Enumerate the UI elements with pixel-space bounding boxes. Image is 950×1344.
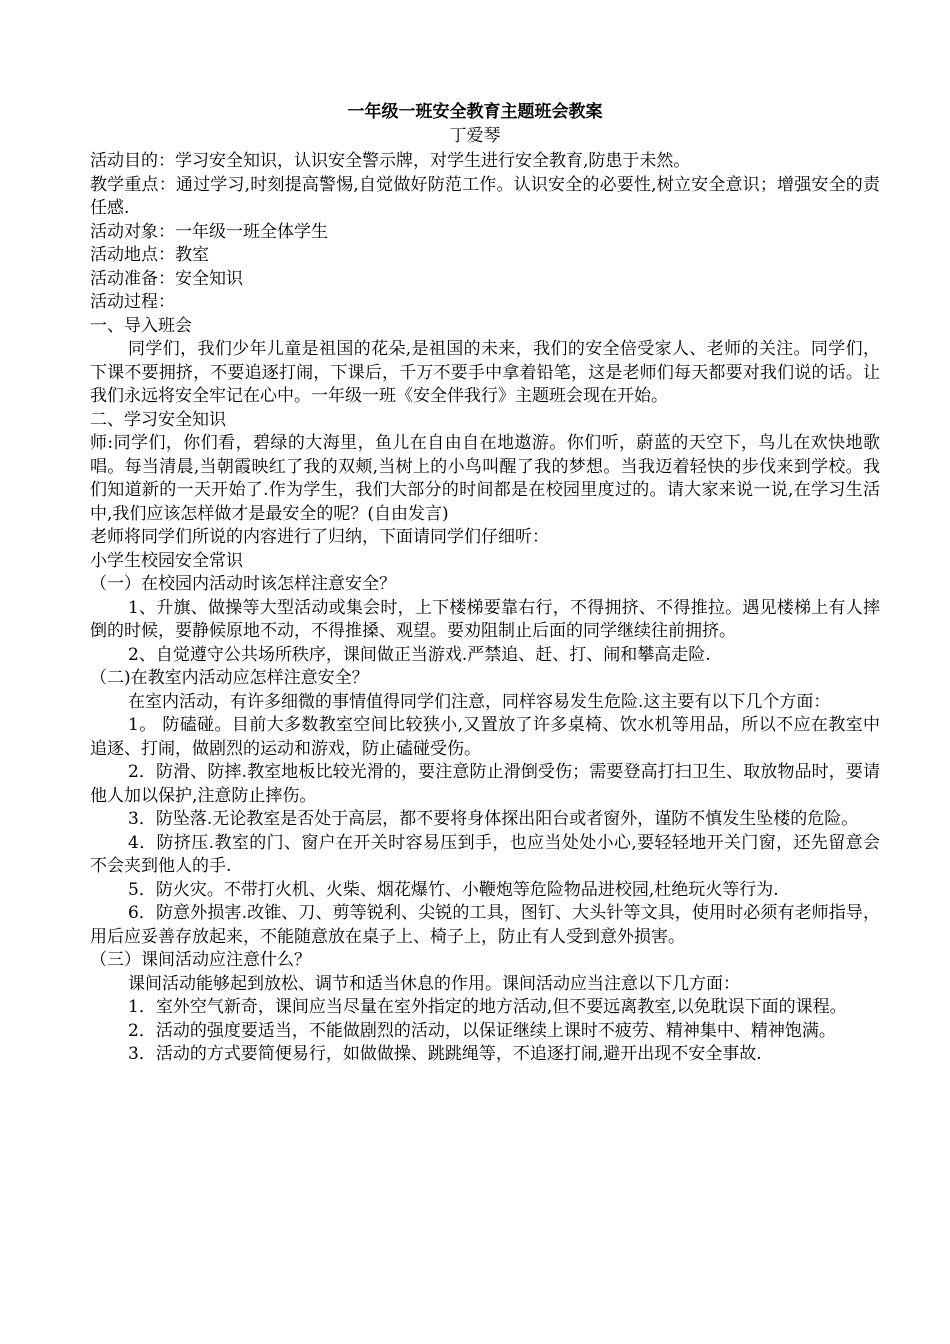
list-item-classroom-5: 5．防火灾。不带打火机、火柴、烟花爆竹、小鞭炮等危险物品进校园,杜绝玩火等行为. [128, 879, 779, 900]
list-item-classroom-2: 2．防滑、防摔.教室地板比较光滑的，要注意防止滑倒受伤；需要登高打扫卫生、取放物品时，要请他人加以保护,注意防止摔伤。 [90, 762, 880, 806]
paragraph-audience: 活动对象：一年级一班全体学生 [90, 221, 328, 242]
paragraph-key-points: 教学重点：通过学习,时刻提高警惕,自觉做好防范工作。认识安全的必要性,树立安全意识；增强安全的责任感. [90, 174, 880, 218]
subsection-heading-break: （三）课间活动应注意什么？ [90, 950, 311, 970]
paragraph-process: 活动过程： [90, 292, 175, 312]
paragraph-safety-title: 小学生校园安全常识 [90, 550, 243, 571]
list-item-campus-1: 1、升旗、做操等大型活动或集会时，上下楼梯要靠右行，不得拥挤、不得推拉。遇见楼梯上有人摔倒的时候，要静候原地不动，不得推搡、观望。要劝阻制止后面的同学继续往前拥挤。 [90, 597, 880, 641]
list-item-classroom-6: 6．防意外损害.改锥、刀、剪等锐利、尖锐的工具，图钉、大头针等文具，使用时必须有老师指导，用后应妥善存放起来，不能随意放在桌子上、椅子上，防止有人受到意外损害。 [90, 903, 880, 947]
subsection-heading-campus: （一）在校园内活动时该怎样注意安全？ [90, 574, 396, 594]
list-item-break-2: 2．活动的强度要适当，不能做剧烈的活动，以保证继续上课时不疲劳、精神集中、精神饱满。 [128, 1020, 836, 1041]
list-item-classroom-1: 1。 防磕碰。目前大多数教室空间比较狭小,又置放了许多桌椅、饮水机等用品，所以不应在教室中追逐、打闹，做剧烈的运动和游戏，防止磕碰受伤。 [90, 715, 880, 759]
section-heading-intro: 一、导入班会 [90, 315, 192, 336]
paragraph-break-intro: 课间活动能够起到放松、调节和适当休息的作用。课间活动应当注意以下几方面： [128, 973, 740, 994]
paragraph-intro-text: 同学们，我们少年儿童是祖国的花朵,是祖国的未来，我们的安全倍受家人、老师的关注。同学们，下课不要拥挤，不要追逐打闹，下课后，千万不要手中拿着铅笔，这是老师们每天都要对我们说的话。让我们永远将安全牢记在心中。一年级一班《安全伴我行》主题班会现在开始。 [90, 339, 880, 406]
paragraph-location: 活动地点：教室 [90, 245, 209, 265]
section-heading-learning: 二、学习安全知识 [90, 409, 226, 430]
list-item-break-1: 1．室外空气新奇，课间应当尽量在室外指定的地方活动,但不要远离教室,以免耽误下面的课程。 [128, 997, 847, 1017]
list-item-break-3: 3．活动的方式要简便易行，如做做操、跳跳绳等，不追逐打闹,避开出现不安全事故. [128, 1044, 762, 1064]
document-body [90, 150, 880, 1067]
document-author: 丁爱琴 [449, 126, 501, 146]
paragraph-purpose: 活动目的：学习安全知识，认识安全警示牌，对学生进行安全教育,防患于未然。 [90, 151, 691, 171]
paragraph-teacher-speech: 师:同学们，你们看，碧绿的大海里，鱼儿在自由自在地遨游。你们听，蔚蓝的天空下，鸟儿在欢快地歌唱。每当清晨,当朝霞映红了我的双颊,当树上的小鸟叫醒了我的梦想。当我迈着轻快的步伐来到学校。我们知道新的一天开始了.作为学生，我们大部分的时间都是在校园里度过的。请大家来说一说,在学习生活中,我们应该怎样做才是最安全的呢？(自由发言) [90, 433, 880, 524]
document-title: 一年级一班安全教育主题班会教案 [347, 102, 603, 122]
subsection-heading-classroom: （二)在教室内活动应怎样注意安全？ [90, 668, 369, 688]
paragraph-preparation: 活动准备：安全知识 [90, 268, 243, 289]
paragraph-classroom-intro: 在室内活动，有许多细微的事情值得同学们注意，同样容易发生危险.这主要有以下几个方面： [128, 691, 831, 712]
list-item-campus-2: 2、自觉遵守公共场所秩序，课间做正当游戏.严禁追、赶、打、闹和攀高走险. [128, 644, 711, 665]
paragraph-summary: 老师将同学们所说的内容进行了归纳，下面请同学们仔细听： [90, 527, 549, 547]
list-item-classroom-3: 3．防坠落.无论教室是否处于高层，都不要将身体探出阳台或者窗外，谨防不慎发生坠楼的危险。 [128, 809, 859, 829]
list-item-classroom-4: 4．防挤压.教室的门、窗户在开关时容易压到手，也应当处处小心,要轻轻地开关门窗，还先留意会不会夹到他人的手. [90, 832, 880, 876]
